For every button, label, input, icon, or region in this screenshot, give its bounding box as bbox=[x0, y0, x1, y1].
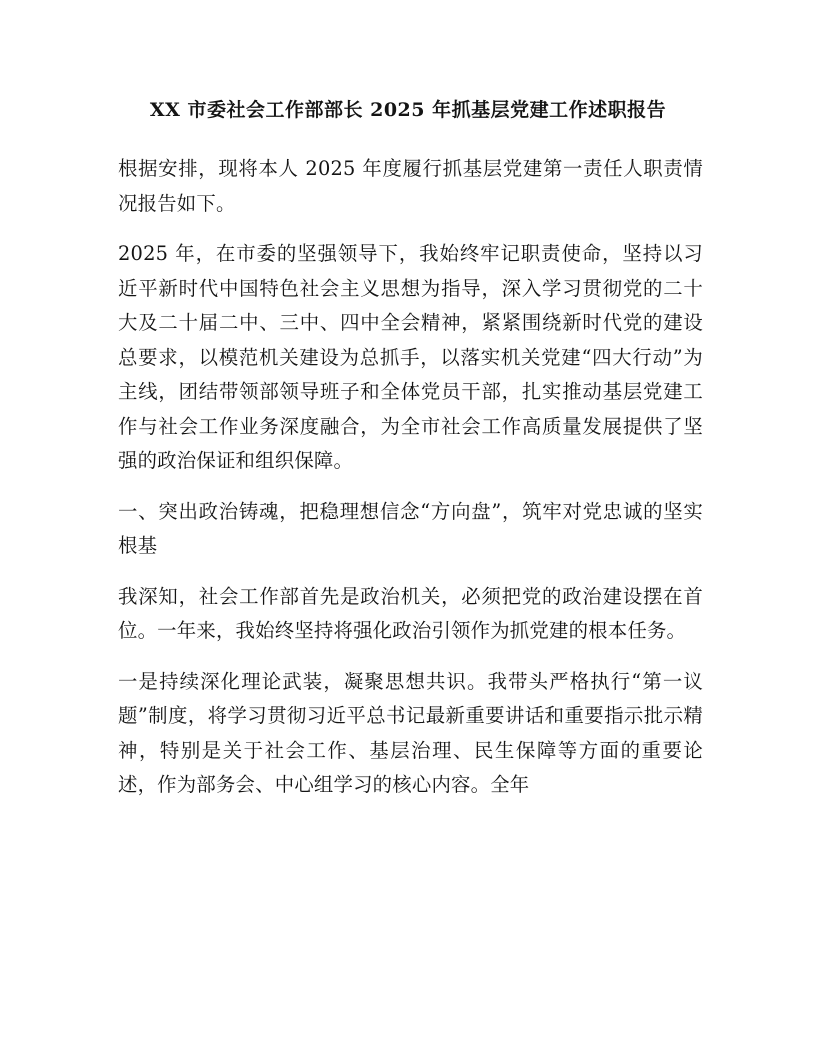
document-title: XX 市委社会工作部部长 2025 年抓基层党建工作述职报告 bbox=[149, 99, 667, 121]
section-heading: 一、突出政治铸魂，把稳理想信念“方向盘”，筑牢对党忠诚的坚实根基 bbox=[118, 499, 703, 557]
intro-paragraph: 根据安排，现将本人 2025 年度履行抓基层党建第一责任人职责情况报告如下。 bbox=[118, 157, 703, 215]
point-one-paragraph: 一是持续深化理论武装，凝聚思想共识。我带头严格执行“第一议题”制度，将学习贯彻习近平总书记最新重要讲话和重要指示批示精神，特别是关于社会工作、基层治理、民生保障等方面的重要论述，作为部务会、中心组学习的核心内容。全年 bbox=[118, 669, 703, 796]
document-body bbox=[118, 152, 703, 819]
section-intro-paragraph: 我深知，社会工作部首先是政治机关，必须把党的政治建设摆在首位。一年来，我始终坚持将强化政治引领作为抓党建的根本任务。 bbox=[118, 584, 703, 642]
overview-paragraph: 2025 年，在市委的坚强领导下，我始终牢记职责使命，坚持以习近平新时代中国特色社会主义思想为指导，深入学习贯彻党的二十大及二十届二中、三中、四中全会精神，紧紧围绕新时代党的建设总要求，以模范机关建设为总抓手，以落实机关党建“四大行动”为主线，团结带领部领导班子和全体党员干部，扎实推动基层党建工作与社会工作业务深度融合，为全市社会工作高质量发展提供了坚强的政治保证和组织保障。 bbox=[118, 242, 703, 472]
